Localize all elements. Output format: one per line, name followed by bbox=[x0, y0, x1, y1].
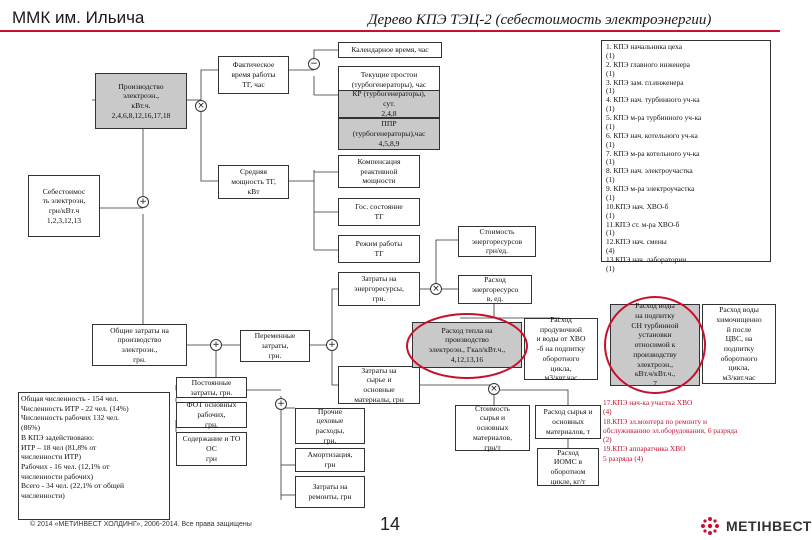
node-amortization: Амортизация, грн bbox=[295, 448, 365, 472]
node-energy-use: Расход энергоресурсо в, ед. bbox=[458, 275, 532, 304]
company-name: ММК им. Ильича bbox=[12, 8, 145, 27]
node-maintenance: Содержание и ТО ОС грн bbox=[176, 432, 247, 466]
metinvest-logo-icon bbox=[700, 516, 720, 536]
footer-copyright: © 2014 «МЕТИНВЕСТ ХОЛДИНГ», 2006-2014. Все права защищены bbox=[30, 521, 252, 528]
node-kr: КР (турбогенераторы), сут. 2,4,8 bbox=[338, 90, 440, 118]
node-water-use: Расход воды на подпитку СН турбинной установки относимой к производству электроэн., кВт.ч/кВт.ч., 7 bbox=[610, 304, 700, 386]
node-avg-power: Средняя мощность ТГ, кВт bbox=[218, 165, 289, 199]
node-actual-hours: Фактическое время работы ТГ, час bbox=[218, 56, 289, 94]
node-fixed-costs: Постоянные затраты, грн. bbox=[176, 377, 247, 398]
node-cost: Себестоимос ть электроэн, грн/кВт.ч 1,2,3,12,13 bbox=[28, 175, 100, 237]
node-heat-use: Расход тепла на производство электроэн., Гкал/кВт.ч., 4,12,13,16 bbox=[412, 322, 522, 368]
node-downtime: Текущие простои (турбогенераторы), час bbox=[338, 66, 440, 94]
op-plus-variable: + bbox=[326, 339, 338, 351]
metinvest-logo bbox=[700, 516, 812, 536]
node-raw-costs: Затраты на сырье и основные материалы, грн bbox=[338, 366, 420, 404]
node-energy-costs: Затраты на энергоресурсы, грн. bbox=[338, 272, 420, 306]
node-calendar: Календарное время, час bbox=[338, 42, 442, 58]
node-ppr: ППР (турбогенераторы),час 4,5,8,9 bbox=[338, 118, 440, 150]
node-chem-water-right: Расход воды химочищенно й после ЦВС, на подпитку оборотного цикла, м3/квт.час bbox=[702, 304, 776, 384]
node-production: Производство электроэн., кВт.ч. 2,4,6,8,12,16,17,18 bbox=[95, 73, 187, 129]
node-materials-use: Расход сырья и основных материалов, т bbox=[535, 405, 601, 439]
op-times-raw: × bbox=[488, 383, 500, 395]
node-ioms-use: Расход ИОМС в оборотном цикле, кг/т bbox=[537, 448, 599, 486]
kpe-legend: 1. КПЭ начальника цеха (1) 2. КПЭ главного инженера (1) 3. КПЭ зам. гл.инженера (1) 4. КПЭ нач. турбинного уч-ка (1) 5. КПЭ м-ра турбинного уч-ка (1) 6. КПЭ нач. котельного уч-ка (1) 7. КПЭ м-ра котельного уч-ка (1) 8. КПЭ нач. электроучастка (1) 9. КПЭ м-ра электроучастка (1) 10.КПЭ нач. ХВО-б (1) 11.КПЭ ст. м-ра ХВО-б (1) 12.КПЭ нач. смены (4) 13.КПЭ нач. лаборатории (1) bbox=[601, 40, 771, 262]
op-plus-cost: + bbox=[137, 196, 149, 208]
node-compensation: Компенсация реактивной мощности bbox=[338, 155, 420, 188]
headcount-info: Общая численность - 154 чел. Численность ИТР - 22 чел. (14%) Численность рабочих 132 чел. (86%) В КПЭ задействовано: ИТР – 18 чел (81,8% от численности ИТР) Рабочих - 16 чел. (12,1% от численности рабочих) Всего - 34 чел. (22,1% от общей численности) bbox=[18, 392, 170, 520]
node-other-costs: Прочие цеховые расходы, грн. bbox=[295, 408, 365, 444]
op-plus-total: + bbox=[210, 339, 222, 351]
page-title: Дерево КПЭ ТЭЦ-2 (себестоимость электроэнергии) bbox=[368, 12, 712, 28]
kpe-legend-red: 17.КПЭ нач-ка участка ХВО (4) 18.КПЭ эл.монтера по ремонту и обслуживанию эл.оборудования, 6 разряда (2) 19.КПЭ аппаратчика ХВО 5 разряда (4) bbox=[603, 398, 738, 463]
op-minus-hours: − bbox=[308, 58, 320, 70]
op-times-production: × bbox=[195, 100, 207, 112]
page-number: 14 bbox=[380, 514, 401, 534]
node-mode: Режим работы ТГ bbox=[338, 235, 420, 263]
node-total-costs: Общие затраты на производство электроэн., грн. bbox=[92, 324, 187, 366]
node-repair-costs: Затраты на ремонты, грн bbox=[295, 476, 365, 508]
node-chem-water: Расход продувочной и воды от ХВО -б на подпитку оборотного цикла, м3/квт.час bbox=[524, 318, 598, 380]
op-times-energy: × bbox=[430, 283, 442, 295]
logo-text: МЕТІНВЕСТ bbox=[726, 518, 812, 534]
op-plus-fixed: + bbox=[275, 398, 287, 410]
node-gosplan: Гос. состояние ТГ bbox=[338, 198, 420, 226]
node-energy-price: Стоимость энергоресурсов грн/ед. bbox=[458, 226, 536, 257]
node-variable-costs: Переменные затраты, грн. bbox=[240, 330, 310, 362]
node-fot: ФОТ основных рабочих, грн. bbox=[176, 402, 247, 428]
node-materials-price: Стоимость сырья и основных материалов, грн/т bbox=[455, 405, 530, 451]
